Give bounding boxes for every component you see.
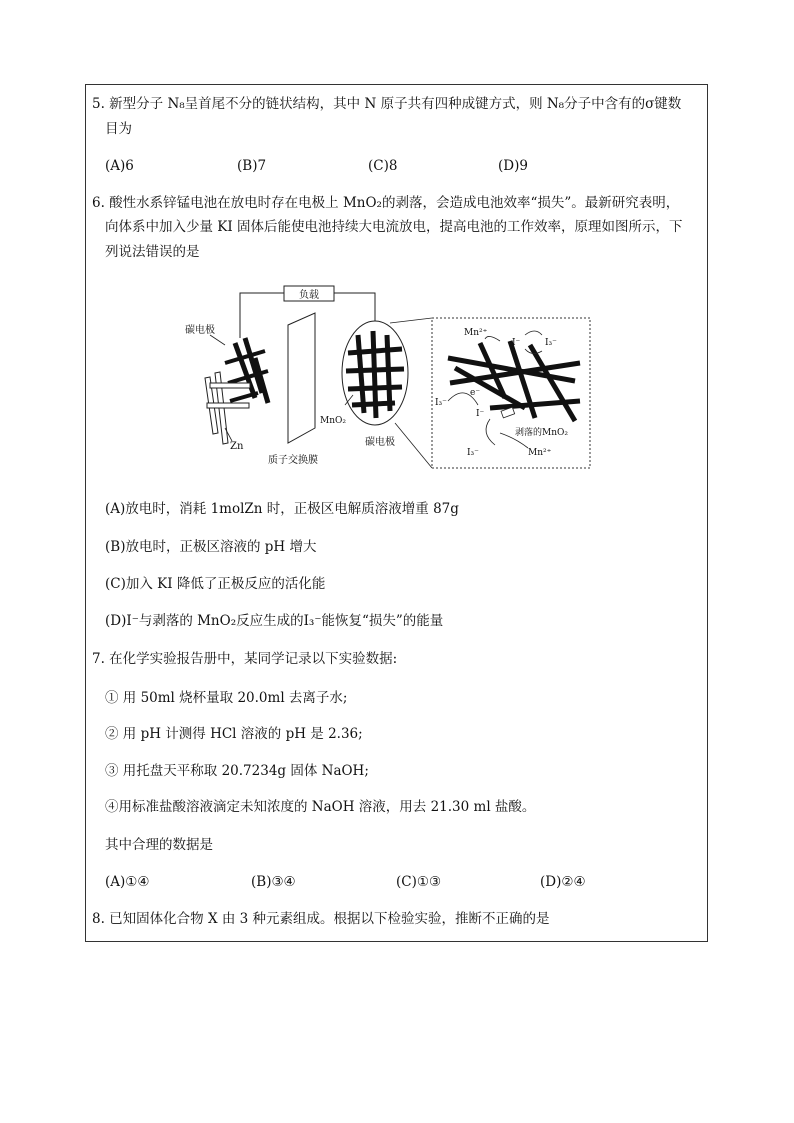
q5-option-b[interactable]: (B)7 xyxy=(237,158,267,174)
zn-label: Zn xyxy=(230,441,244,452)
q5-stem-line1: 5. 新型分子 N₈呈首尾不分的链状结构，其中 N 原子共有四种成键方式，则 N₈分子中含有的σ键数 xyxy=(92,96,682,112)
q7-option-d[interactable]: (D)②④ xyxy=(540,874,586,890)
i3-left-label: I₃⁻ xyxy=(435,398,447,408)
wire-left xyxy=(240,293,284,338)
detail-box xyxy=(432,318,590,468)
carbon-electrode-right-label: 碳电极 xyxy=(365,437,395,448)
i-minus-mid-label: I⁻ xyxy=(476,409,485,419)
i3-bottom-label: I₃⁻ xyxy=(467,448,479,458)
q6-stem-line2: 向体系中加入少量 KI 固体后能使电池持续大电流放电，提高电池的工作效率，原理如图所示，下 xyxy=(105,219,683,235)
q7-option-a[interactable]: (A)①④ xyxy=(105,874,150,890)
q7-option-c[interactable]: (C)①③ xyxy=(396,874,442,890)
mn2-bottom-label: Mn²⁺ xyxy=(528,448,552,458)
q7-item-1: ① 用 50ml 烧杯量取 20.0ml 去离子水; xyxy=(105,690,348,706)
mn2-top-label: Mn²⁺ xyxy=(464,328,488,338)
mno2-label: MnO₂ xyxy=(320,416,346,426)
load-label: 负载 xyxy=(299,290,319,301)
q6-option-a[interactable]: (A)放电时，消耗 1molZn 时，正极区电解质溶液增重 87g xyxy=(105,501,459,517)
battery-diagram xyxy=(180,283,595,473)
q6-option-d[interactable]: (D)I⁻与剥落的 MnO₂反应生成的I₃⁻能恢复“损失”的能量 xyxy=(105,613,444,629)
q7-item-2: ② 用 pH 计测得 HCl 溶液的 pH 是 2.36; xyxy=(105,726,363,742)
q5-option-d[interactable]: (D)9 xyxy=(498,158,528,174)
wire-right xyxy=(334,293,375,323)
q7-option-b[interactable]: (B)③④ xyxy=(251,874,296,890)
q6-stem-line3: 列说法错误的是 xyxy=(105,244,200,260)
i3-top-label: I₃⁻ xyxy=(545,338,557,348)
q5-option-c[interactable]: (C)8 xyxy=(368,158,398,174)
q7-question: 其中合理的数据是 xyxy=(105,837,213,853)
i-minus-top-label: I⁻ xyxy=(512,338,521,348)
q5-stem-line2: 目为 xyxy=(105,121,132,137)
q7-stem: 7. 在化学实验报告册中，某同学记录以下实验数据: xyxy=(92,651,398,667)
q8-stem: 8. 已知固体化合物 X 由 3 种元素组成。根据以下检验实验，推断不正确的是 xyxy=(92,911,550,927)
q6-option-c[interactable]: (C)加入 KI 降低了正极反应的活化能 xyxy=(105,576,326,592)
peeled-mno2-label: 剥落的MnO₂ xyxy=(515,428,568,438)
q7-item-4: ④用标准盐酸溶液滴定未知浓度的 NaOH 溶液，用去 21.30 ml 盐酸。 xyxy=(105,799,536,815)
q6-option-b[interactable]: (B)放电时，正极区溶液的 pH 增大 xyxy=(105,539,317,555)
q6-stem-line1: 6. 酸性水系锌锰电池在放电时存在电极上 MnO₂的剥落，会造成电池效率“损失”。最新研究表明， xyxy=(92,195,680,211)
q7-item-3: ③ 用托盘天平称取 20.7234g 固体 NaOH; xyxy=(105,763,369,779)
q5-option-a[interactable]: (A)6 xyxy=(105,158,134,174)
carbon-electrode-left-label: 碳电极 xyxy=(185,325,215,336)
left-electrode-mesh xyxy=(225,338,268,403)
e-label: e⁻ xyxy=(470,388,481,398)
membrane-label: 质子交换膜 xyxy=(268,455,318,466)
proton-exchange-membrane xyxy=(288,313,315,443)
